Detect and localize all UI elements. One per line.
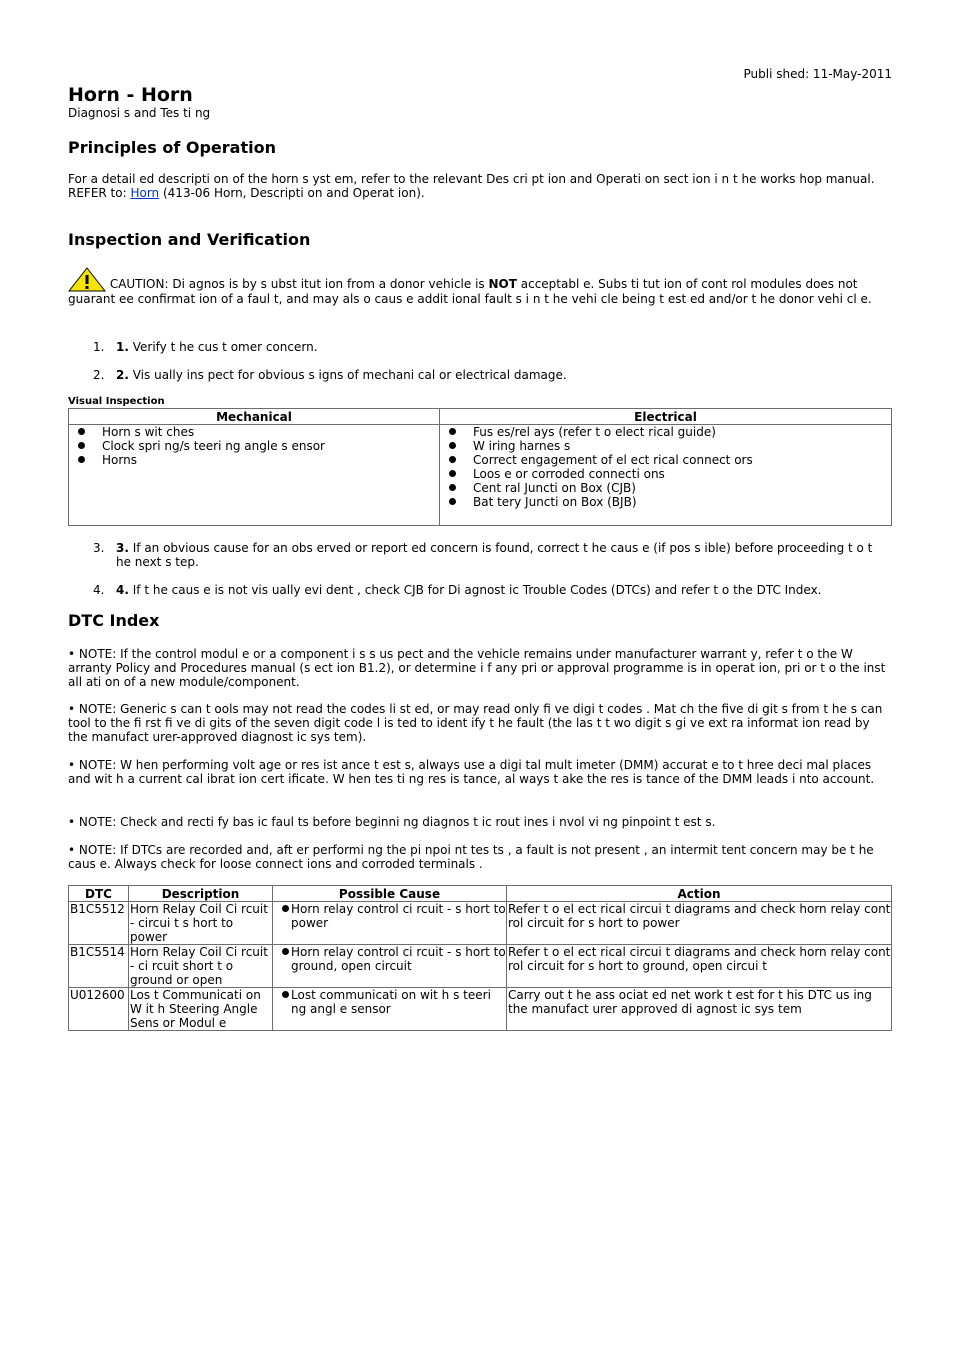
dtc-note-1: • NOTE: If the control modul e or a component i s s us pect and the vehicle remains under manufacturer warrant y, refer t o the W arranty Policy and Procedures manual (s ect ion B1.2), or determine i f any pri or approval programme is in operat ion, pri or t o the inst all ati on of a new module/component. xyxy=(68,647,886,689)
page-subtitle: Diagnosi s and Tes ti ng xyxy=(68,106,211,120)
principles-text xyxy=(68,172,892,200)
dtc-index-heading: DTC Index xyxy=(68,611,160,630)
dtc-note-3: • NOTE: W hen performing volt age or res ist ance t est s, always use a digi tal mult imeter (DMM) accurat e to t hree deci mal places and wit h a current cal ibrat ion cert ificate. W hen tes ti ng res is tance, al ways t ake the res is tance of the DMM leads i nto account. xyxy=(68,758,875,786)
step-bold: 2. xyxy=(116,368,129,382)
step-body: If t he caus e is not vis ually evi dent , check CJB for Di agnost ic Trouble Codes (DTCs) and refer t o the DTC Index. xyxy=(128,583,822,597)
mechanical-cell xyxy=(69,425,440,526)
dtc-table xyxy=(68,885,892,1031)
list-item: Clock spri ng/s teeri ng angle s ensor xyxy=(70,439,439,453)
electrical-list xyxy=(441,425,891,509)
dtc-cause xyxy=(273,902,507,945)
step-bold: 4. xyxy=(116,583,129,597)
table-header-row xyxy=(69,886,892,902)
list-item: Horn s wit ches xyxy=(70,425,439,439)
step-number: 3. xyxy=(93,541,105,555)
principles-refer xyxy=(68,186,892,200)
dtc-note-4: • NOTE: Check and recti fy bas ic faul ts before beginni ng diagnos t ic rout ines i nvol vi ng pinpoint t est s. xyxy=(68,815,716,829)
list-item: Lost communicati on wit h s teeri ng angl e sensor xyxy=(274,988,506,1016)
dtc-cause xyxy=(273,988,507,1031)
action-header: Action xyxy=(507,886,892,902)
caution-prefix: CAUTION: Di agnos is by s ubst itut ion from a donor vehicle is xyxy=(106,277,489,291)
list-item: W iring harnes s xyxy=(441,439,891,453)
list-item: Bat tery Juncti on Box (BJB) xyxy=(441,495,891,509)
step-text xyxy=(116,583,892,597)
step-number: 4. xyxy=(93,583,105,597)
electrical-cell xyxy=(440,425,892,526)
mechanical-header: Mechanical xyxy=(69,409,440,425)
dtc-description: Horn Relay Coil Ci rcuit - circui t s hort to power xyxy=(129,902,273,945)
list-item: Horns xyxy=(70,453,439,467)
description-header: Description xyxy=(129,886,273,902)
page-title: Horn - Horn xyxy=(68,84,193,106)
cause-list xyxy=(274,988,506,1016)
dtc-description: Horn Relay Coil Ci rcuit - ci rcuit short t o ground or open xyxy=(129,945,273,988)
dtc-cause xyxy=(273,945,507,988)
principles-description: For a detail ed descripti on of the horn s yst em, refer to the relevant Des cri pt ion and Operati on sect ion i n t he works hop manual. xyxy=(68,172,875,186)
dtc-code: B1C5512 xyxy=(69,902,129,945)
table-row xyxy=(69,945,892,988)
dtc-note-5: • NOTE: If DTCs are recorded and, aft er performi ng the pi npoi nt tes ts , a fault is not present , an intermit tent concern may be t he caus e. Always check for loose connect ions and corroded terminals . xyxy=(68,843,874,871)
visual-inspection-title: Visual Inspection xyxy=(68,396,165,407)
step-body: Vis ually ins pect for obvious s igns of mechani cal or electrical damage. xyxy=(128,368,567,382)
dtc-note-2: • NOTE: Generic s can t ools may not read the codes li st ed, or may read only fi ve digi t codes . Mat ch the five di git s from t he s can tool to the fi rst fi ve di gits of the seven digit code l is ted to ident ify t he fault (the las t t wo digit s gi ve ext ra informat ion read by the manufact urer-approved diagnost ic sys tem). xyxy=(68,702,883,744)
caution-bold: NOT xyxy=(488,277,517,291)
list-item: Horn relay control ci rcuit - s hort to power xyxy=(274,902,506,930)
principles-heading: Principles of Operation xyxy=(68,138,276,157)
step-body: If an obvious cause for an obs erved or report ed concern is found, correct t he caus e (if pos s ible) before proceeding t o t he next s tep. xyxy=(116,541,873,569)
step-bold: 1. xyxy=(116,340,129,354)
dtc-action: Refer t o el ect rical circui t diagrams and check horn relay cont rol circuit for s hort to power xyxy=(507,902,892,945)
table-row xyxy=(69,902,892,945)
list-item: Horn relay control ci rcuit - s hort to ground, open circuit xyxy=(274,945,506,973)
possible-cause-header: Possible Cause xyxy=(273,886,507,902)
mechanical-list xyxy=(70,425,439,467)
step-number: 1. xyxy=(93,340,105,354)
step-text xyxy=(116,340,892,354)
list-item: Loos e or corroded connecti ons xyxy=(441,467,891,481)
cause-list xyxy=(274,945,506,973)
cause-list xyxy=(274,902,506,930)
dtc-description: Los t Communicati on W it h Steering Angle Sens or Modul e xyxy=(129,988,273,1031)
table-row xyxy=(69,425,892,526)
horn-link[interactable]: Horn xyxy=(130,186,160,200)
refer-suffix: (413-06 Horn, Descripti on and Operat ion). xyxy=(159,186,425,200)
warning-icon xyxy=(68,267,106,292)
list-item: Fus es/rel ays (refer t o elect rical guide) xyxy=(441,425,891,439)
dtc-action: Carry out t he ass ociat ed net work t est for t his DTC us ing the manufact urer approved di agnost ic sys tem xyxy=(507,988,892,1031)
step-bold: 3. xyxy=(116,541,129,555)
dtc-code: U012600 xyxy=(69,988,129,1031)
caution-note xyxy=(68,267,892,306)
step-text xyxy=(116,541,876,569)
dtc-header: DTC xyxy=(69,886,129,902)
caution-suffix: acceptabl e. Subs ti tut ion of cont rol modules does not guarant ee confirmat ion of a faul t, and may als o caus e addit ional fault s i n t he vehi cle being t est ed and/or t he donor vehi cl e. xyxy=(68,277,872,306)
published-date: Publi shed: 11-May-2011 xyxy=(743,67,892,81)
visual-inspection-table xyxy=(68,408,892,526)
dtc-action: Refer t o el ect rical circui t diagrams and check horn relay cont rol circuit for s hort to ground, open circui t xyxy=(507,945,892,988)
list-item: Correct engagement of el ect rical connect ors xyxy=(441,453,891,467)
inspection-heading: Inspection and Verification xyxy=(68,230,311,249)
step-text xyxy=(116,368,892,382)
table-row xyxy=(69,988,892,1031)
electrical-header: Electrical xyxy=(440,409,892,425)
dtc-code: B1C5514 xyxy=(69,945,129,988)
step-body: Verify t he cus t omer concern. xyxy=(128,340,318,354)
refer-prefix: REFER to: xyxy=(68,186,131,200)
table-header-row xyxy=(69,409,892,425)
step-number: 2. xyxy=(93,368,105,382)
list-item: Cent ral Juncti on Box (CJB) xyxy=(441,481,891,495)
